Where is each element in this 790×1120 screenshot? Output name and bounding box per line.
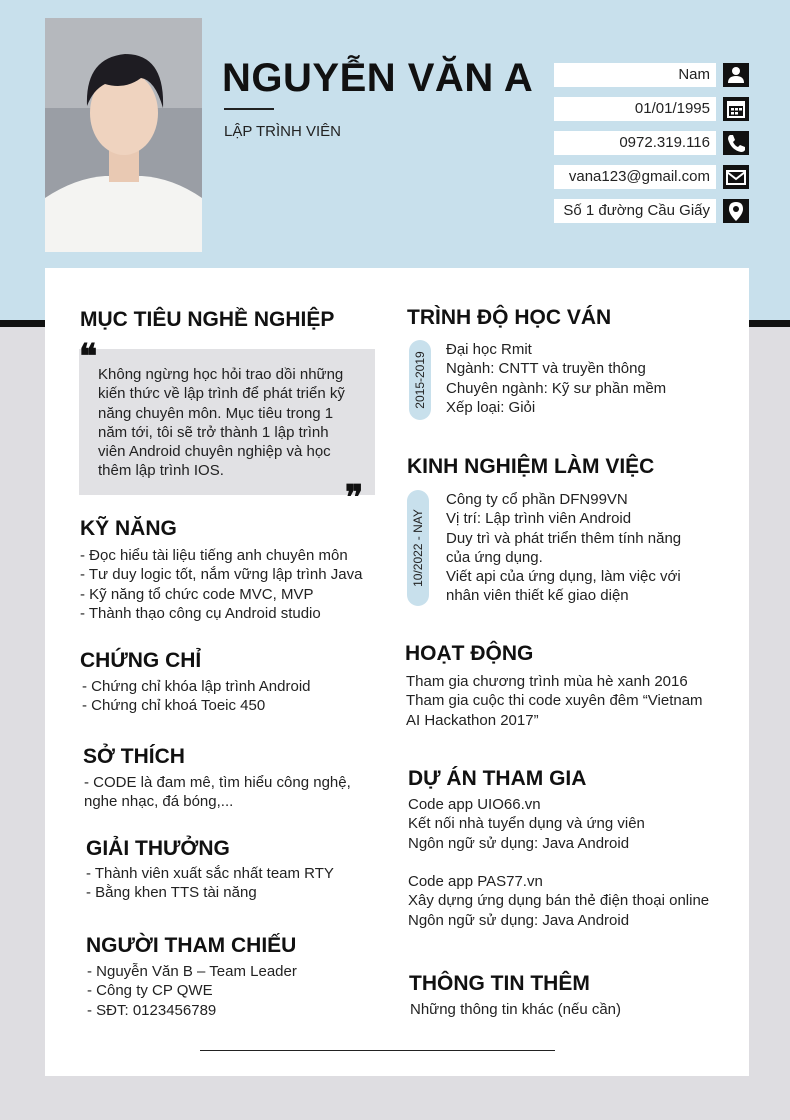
skills-list: [80, 546, 362, 623]
list-item: - Thành thạo công cụ Android studio: [80, 604, 321, 622]
list-item: - Chứng chỉ khóa lập trình Android: [82, 678, 311, 695]
list-item: - SĐT: 0123456789: [87, 1001, 217, 1019]
email-value: vana123@gmail.com: [554, 165, 716, 189]
contact-address: [554, 199, 749, 223]
experience-heading: KINH NGHIỆM LÀM VIỆC: [407, 455, 655, 478]
list-item: - Thành viên xuất sắc nhất team RTY: [86, 865, 334, 882]
profile-photo: [45, 18, 202, 252]
contact-phone: [554, 131, 749, 155]
list-item: - Công ty CP QWE: [87, 982, 213, 1000]
experience-period-badge: 10/2022 - NAY: [407, 490, 429, 606]
location-pin-icon: [723, 199, 749, 223]
calendar-icon: [723, 97, 749, 121]
footer-rule: [200, 1050, 555, 1051]
candidate-name: NGUYỄN VĂN A: [222, 56, 534, 100]
education-period-badge: 2015-2019: [409, 340, 431, 420]
candidate-role: LẬP TRÌNH VIÊN: [224, 123, 341, 140]
mail-icon: [723, 165, 749, 189]
list-item: - Đọc hiểu tài liệu tiếng anh chuyên môn: [80, 547, 348, 564]
name-underline: [224, 108, 274, 110]
activities-heading: HOẠT ĐỘNG: [405, 642, 534, 665]
close-quote-icon: ❞: [345, 478, 364, 518]
list-item: - Chứng chỉ khoá Toeic 450: [82, 697, 266, 715]
references-list: [87, 962, 297, 1020]
phone-icon: [723, 131, 749, 155]
project-2: Code app PAS77.vn Xây dựng ứng dụng bán thẻ điện thoại online Ngôn ngữ sử dụng: Java Android: [408, 873, 710, 929]
hobbies-heading: SỞ THÍCH: [83, 745, 185, 768]
certificates-list: [82, 677, 311, 716]
certificates-heading: CHỨNG CHỈ: [80, 649, 202, 672]
contact-email: [554, 165, 749, 189]
skills-heading: KỸ NĂNG: [80, 517, 177, 540]
awards-list: [86, 864, 334, 903]
hobbies-text: - CODE là đam mê, tìm hiểu công nghệ, nghe nhạc, đá bóng,...: [84, 774, 351, 811]
list-item: - Kỹ năng tổ chức code MVC, MVP: [80, 585, 314, 603]
contact-gender: [554, 63, 749, 87]
list-item: - Bằng khen TTS tài năng: [86, 884, 257, 902]
awards-heading: GIẢI THƯỞNG: [86, 837, 230, 860]
education-heading: TRÌNH ĐỘ HỌC VÁN: [407, 306, 612, 329]
address-value: Số 1 đường Cầu Giấy: [554, 199, 716, 223]
person-icon: [723, 63, 749, 87]
activities-text: Tham gia chương trình mùa hè xanh 2016 Tham gia cuộc thi code xuyên đêm “Vietnam AI Hackathon 2017”: [406, 673, 703, 729]
additional-info-text: Những thông tin khác (nếu cần): [410, 1001, 622, 1018]
gender-value: Nam: [554, 63, 716, 87]
additional-info-heading: THÔNG TIN THÊM: [409, 972, 590, 995]
objective-text: Không ngừng học hỏi trao dồi những kiến thức về lập trình để phát triển kỹ năng chuyên môn. Mục tiêu trong 1 năm tới, tôi sẽ trở thành 1 lập trình viên Android chuyên nghiệp và học thêm lập trình IOS.: [98, 366, 345, 480]
references-heading: NGƯỜI THAM CHIẾU: [86, 934, 297, 957]
contact-birthday: [554, 97, 749, 121]
objective-heading: MỤC TIÊU NGHỀ NGHIỆP: [80, 308, 335, 331]
education-details: Đại học Rmit Ngành: CNTT và truyền thông Chuyên ngành: Kỹ sư phần mềm Xếp loại: Giỏi: [446, 341, 667, 416]
birthday-value: 01/01/1995: [554, 97, 716, 121]
experience-details: Công ty cổ phần DFN99VN Vị trí: Lập trình viên Android Duy trì và phát triển thêm tính năng của ứng dụng. Viết api của ứng dụng, làm việc với nhân viên thiết kế giao diện: [446, 491, 682, 605]
open-quote-icon: ❝: [79, 337, 98, 377]
list-item: - Nguyễn Văn B – Team Leader: [87, 963, 297, 980]
projects-heading: DỰ ÁN THAM GIA: [408, 767, 587, 790]
project-1: Code app UIO66.vn Kết nối nhà tuyển dụng và ứng viên Ngôn ngữ sử dụng: Java Android: [408, 796, 645, 852]
list-item: - Tư duy logic tốt, nắm vững lập trình Java: [80, 566, 363, 584]
phone-value: 0972.319.116: [554, 131, 716, 155]
